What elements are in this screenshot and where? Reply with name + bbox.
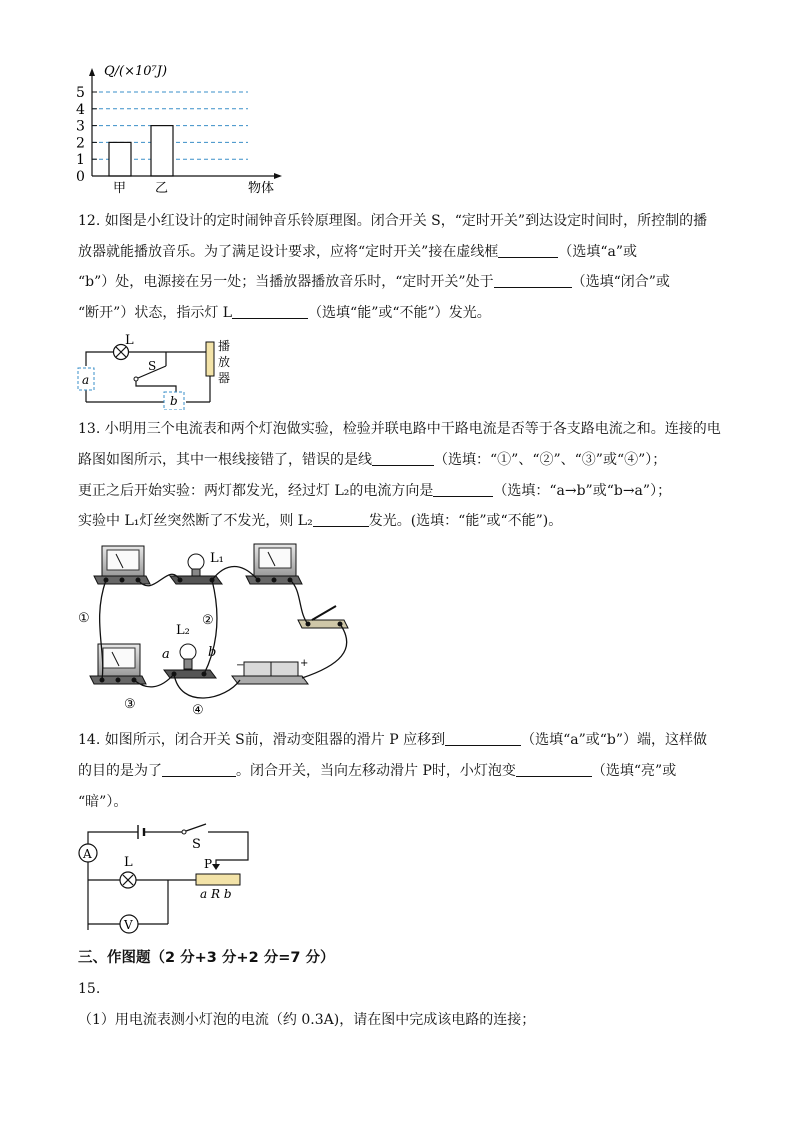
y-tick-label: 1 (76, 152, 85, 169)
y-tick-label: 2 (76, 135, 85, 152)
svg-text:②: ② (202, 613, 214, 628)
svg-text:S: S (192, 837, 201, 852)
svg-text:−: − (236, 660, 245, 671)
q12-line4: “断开”）状态，指示灯 L （选填“能”或“不能”）发光。 (78, 305, 491, 321)
q15-part1: （1）用电流表测小灯泡的电流（约 0.3A)，请在图中完成该电路的连接； (78, 1012, 536, 1028)
y-tick-label: 5 (76, 85, 85, 101)
svg-text:A: A (83, 847, 92, 861)
x-axis-label: 物体 (248, 181, 275, 196)
svg-text:L: L (125, 333, 134, 348)
q12-blank-1[interactable] (498, 243, 558, 258)
q15-number: 15. (78, 981, 101, 997)
ammeter-1-icon (94, 546, 150, 584)
q12-line1: 12. 如图是小红设计的定时闹钟音乐铃原理图。闭合开关 S，“定时开关”到达设定时间时，所控制的播 (78, 213, 708, 229)
y-axis-arrow (89, 68, 95, 76)
category-label: 甲 (113, 181, 127, 196)
y-tick-label: 3 (76, 118, 85, 135)
q13-blank-3[interactable] (313, 512, 369, 527)
chart-bars (109, 126, 173, 176)
svg-text:+: + (300, 658, 309, 669)
svg-text:④: ④ (192, 703, 204, 718)
q12-line2: 放器就能播放音乐。为了满足设计要求，应将“定时开关”接在虚线框 （选填“a”或 (78, 244, 637, 260)
svg-text:③: ③ (124, 697, 136, 712)
svg-text:a: a (162, 647, 170, 662)
svg-text:V: V (124, 918, 133, 932)
svg-text:L₁: L₁ (210, 551, 224, 566)
q14-blank-2[interactable] (162, 762, 236, 777)
svg-text:P: P (204, 857, 213, 871)
q14-line3: “暗”）。 (78, 794, 128, 810)
q13-blank-1[interactable] (372, 451, 434, 466)
player-box (206, 342, 214, 376)
q13-line1: 13. 小明用三个电流表和两个灯泡做实验，检验并联电路中干路电流是否等于各支路电流之和。连接的电 (78, 421, 721, 437)
q14-line2: 的目的是为了 。闭合开关，当向左移动滑片 P时，小灯泡变 （选填“亮”或 (78, 763, 677, 779)
section3-title: 三、作图题（2 分+3 分+2 分=7 分） (78, 950, 335, 966)
svg-text:播: 播 (218, 339, 231, 353)
q14-circuit-diagram (72, 820, 262, 938)
svg-text:S: S (148, 359, 157, 373)
lamp-icon (120, 872, 136, 888)
svg-text:b: b (170, 394, 178, 408)
y-tick-label: 0 (76, 169, 85, 185)
y-tick-label: 4 (76, 101, 85, 118)
battery-icon (232, 658, 308, 684)
q12-blank-2[interactable] (494, 273, 572, 288)
q14-blank-1[interactable] (445, 731, 521, 746)
chart-categories (113, 181, 168, 196)
q12-line3: “b”）处，电源接在另一处；当播放器播放音乐时，“定时开关”处于 （选填“闭合”或 (78, 274, 670, 290)
q14-line1: 14. 如图所示，闭合开关 S前，滑动变阻器的滑片 P 应移到 （选填“a”或“b”）端，这样做 (78, 732, 708, 748)
bar-2 (151, 126, 173, 176)
svg-text:a R b: a R b (200, 887, 232, 901)
q13-line2: 路图如图所示，其中一根线接错了，错误的是线 （选填：“①”、“②”、“③”或“④”）； (78, 452, 667, 468)
ammeter-2-icon (246, 544, 302, 584)
x-axis-arrow (274, 173, 282, 179)
svg-text:放: 放 (218, 355, 231, 369)
svg-text:①: ① (78, 611, 90, 626)
svg-text:b: b (208, 645, 217, 660)
rheostat-icon (196, 874, 240, 885)
q13-line4: 实验中 L₁灯丝突然断了不发光，则 L₂ 发光。(选填：“能”或“不能”)。 (78, 513, 563, 529)
q12-blank-3[interactable] (232, 304, 308, 319)
svg-text:L: L (124, 855, 133, 870)
q14-blank-3[interactable] (516, 762, 592, 777)
ammeter-3-icon (90, 644, 146, 684)
heat-bar-chart (70, 58, 290, 200)
y-axis-label: Q/(×10⁷J) (104, 64, 168, 79)
chart-y-ticks (76, 85, 97, 185)
bar-1 (109, 142, 131, 176)
q13-line3: 更正之后开始实验：两灯都发光，经过灯 L₂的电流方向是 （选填：“a→b”或“b→a”）； (78, 483, 672, 499)
q13-circuit-photo (76, 540, 366, 720)
svg-text:L₂: L₂ (176, 623, 190, 638)
category-label: 乙 (155, 181, 169, 196)
q13-blank-2[interactable] (433, 482, 493, 497)
svg-text:a: a (82, 373, 90, 387)
svg-text:器: 器 (218, 371, 231, 385)
q12-circuit-diagram (76, 330, 246, 410)
